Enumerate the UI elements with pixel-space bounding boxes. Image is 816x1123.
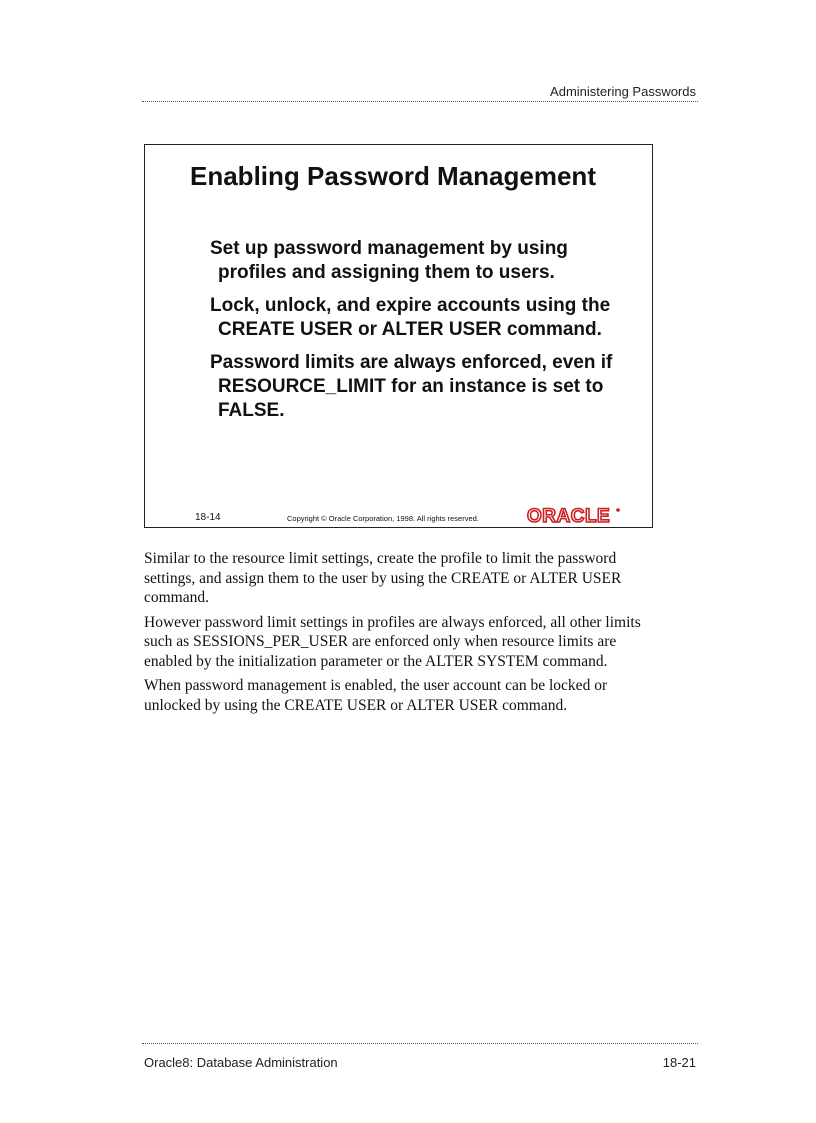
slide-bullet: Password limits are always enforced, even if RESOURCE_LIMIT for an instance is set to FALSE. — [210, 352, 613, 421]
oracle-logo — [525, 505, 621, 525]
course-title: Oracle8: Database Administration — [144, 1055, 338, 1070]
notes-paragraph: When password management is enabled, the user account can be locked or unlocked by using the CREATE USER or ALTER USER command. — [144, 677, 608, 714]
notes-paragraph: Similar to the resource limit settings, create the profile to limit the password settings, and assign them to the user by using the CREATE or ALTER USER command. — [144, 550, 622, 606]
oracle-logo-text: ORACLE — [527, 506, 611, 525]
footer-divider — [142, 1043, 698, 1044]
slide-bullet-list — [210, 237, 630, 432]
slide-copyright: Copyright © Oracle Corporation, 1998. All rights reserved. — [287, 514, 479, 523]
slide-number: 18-14 — [195, 512, 221, 523]
page-number: 18-21 — [662, 1055, 696, 1070]
header-divider — [142, 101, 698, 102]
instructor-notes — [144, 549, 644, 720]
logo-trademark-dot — [616, 508, 620, 512]
notes-paragraph: However password limit settings in profiles are always enforced, all other limits such as SESSIONS_PER_USER are enforced only when resource limits are enabled by the initialization parameter or the ALTER SYSTEM command. — [144, 613, 641, 670]
slide-title: Enabling Password Management — [190, 161, 596, 191]
section-title: Administering Passwords — [550, 84, 696, 99]
slide-bullet: Set up password management by using profiles and assigning them to users. — [210, 238, 568, 283]
slide-bullet: Lock, unlock, and expire accounts using the CREATE USER or ALTER USER command. — [210, 295, 611, 340]
slide-frame — [144, 144, 653, 528]
